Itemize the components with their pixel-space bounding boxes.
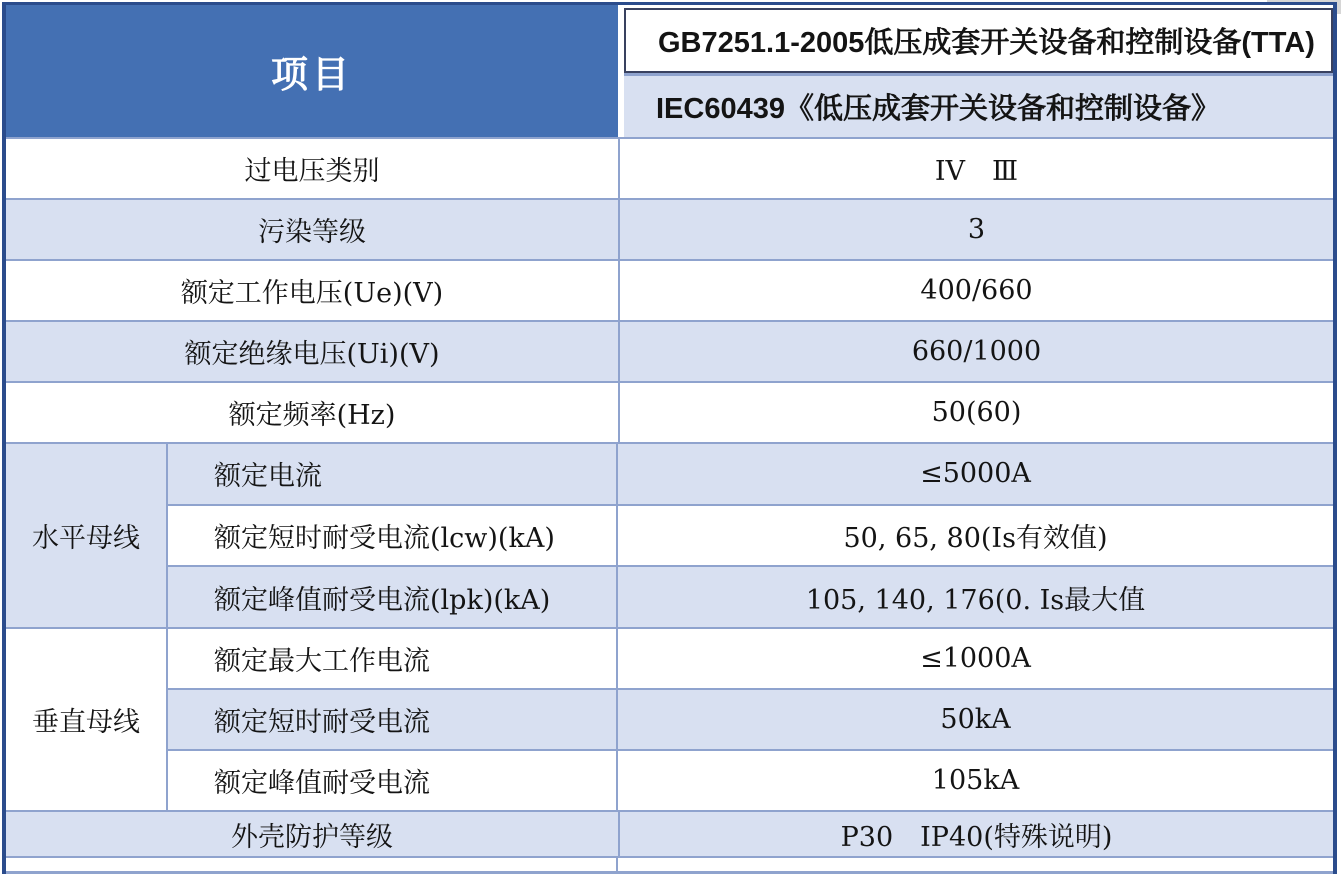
row-value: P30 IP40(特殊说明) bbox=[618, 812, 1333, 856]
table-row-pollution bbox=[6, 198, 1333, 259]
table-row-peak-current bbox=[168, 749, 1333, 810]
row-value: ≤1000A bbox=[616, 629, 1333, 688]
group-rows bbox=[168, 629, 1333, 810]
spec-table bbox=[2, 2, 1337, 874]
group-label: 垂直母线 bbox=[6, 629, 168, 810]
cropped-label-cell bbox=[6, 858, 618, 871]
table-row-rated-voltage bbox=[6, 259, 1333, 320]
row-value: 105, 140, 176(0. Is最大值 bbox=[616, 567, 1333, 627]
group-label: 水平母线 bbox=[6, 444, 168, 627]
row-value: 50(60) bbox=[618, 383, 1333, 442]
table-row-frequency bbox=[6, 381, 1333, 442]
row-label: 污染等级 bbox=[258, 217, 366, 248]
table-row-insulation-voltage bbox=[6, 320, 1333, 381]
cropped-value-cell bbox=[618, 858, 1333, 871]
row-label: 额定工作电压(Ue)(V) bbox=[180, 278, 444, 309]
row-label: 额定绝缘电压(Ui)(V) bbox=[184, 339, 440, 370]
table-row-short-time-current bbox=[168, 688, 1333, 749]
row-value: 50, 65, 80(Is有效值) bbox=[616, 506, 1333, 566]
table-row-short-time-current bbox=[168, 504, 1333, 566]
row-label: 过电压类别 bbox=[244, 156, 380, 187]
header-item-label: 项目 bbox=[271, 54, 353, 95]
row-label: 额定短时耐受电流 bbox=[214, 707, 430, 738]
group-rows bbox=[168, 444, 1333, 627]
table-row-max-working-current bbox=[168, 629, 1333, 688]
row-value: 660/1000 bbox=[618, 322, 1333, 381]
row-label: 额定频率(Hz) bbox=[228, 400, 396, 431]
header-item-cell bbox=[6, 5, 618, 137]
cropped-next-row bbox=[6, 856, 1333, 874]
row-value: 105kA bbox=[616, 751, 1333, 810]
row-value: 400/660 bbox=[618, 261, 1333, 320]
row-label: 额定短时耐受电流(lcw)(kA) bbox=[214, 523, 555, 554]
row-label: 外壳防护等级 bbox=[231, 821, 393, 853]
table-row-ip-rating bbox=[6, 810, 1333, 856]
row-label: 额定峰值耐受电流(lpk)(kA) bbox=[214, 584, 551, 616]
row-label: 额定峰值耐受电流 bbox=[214, 768, 430, 799]
row-label: 额定电流 bbox=[214, 461, 322, 493]
table-header bbox=[6, 5, 1333, 137]
row-value: ≤5000A bbox=[616, 444, 1333, 504]
table-row-rated-current bbox=[168, 444, 1333, 504]
header-standard-iec: IEC60439《低压成套开关设备和控制设备》 bbox=[624, 73, 1333, 137]
group-horizontal-busbar bbox=[6, 442, 1333, 627]
row-value: 3 bbox=[618, 200, 1333, 259]
row-value: IV Ⅲ bbox=[618, 139, 1333, 198]
header-standard-gb: GB7251.1-2005低压成套开关设备和控制设备(TTA) bbox=[624, 8, 1333, 73]
table-row-overvoltage bbox=[6, 137, 1333, 198]
group-vertical-busbar bbox=[6, 627, 1333, 810]
row-value: 50kA bbox=[616, 690, 1333, 749]
table-row-peak-current bbox=[168, 565, 1333, 627]
row-label: 额定最大工作电流 bbox=[214, 646, 430, 677]
header-standards bbox=[618, 5, 1333, 137]
